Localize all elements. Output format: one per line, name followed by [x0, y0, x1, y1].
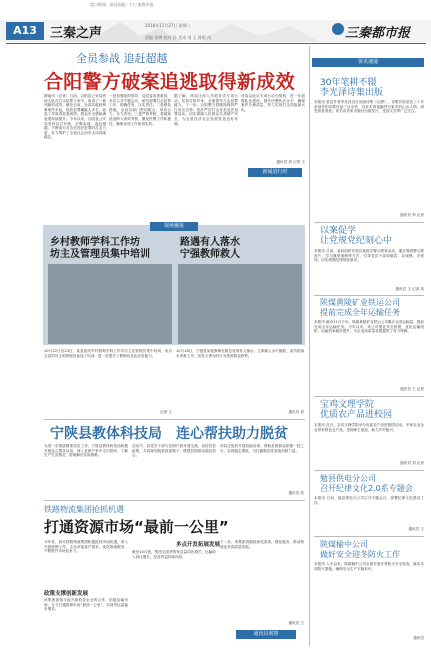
right-item-5-title-1: 勉县供电分公司	[320, 474, 376, 483]
main-headline: 合阳警方破案追逃取得新成效	[44, 71, 295, 93]
middle-body-1: 为进一步推进精准扶贫工作，宁陕县教体科技局积极开展连心帮扶活动，深入贫困户家中走访慰问，了解生产生活情况，帮助解决实际困难。	[44, 444, 128, 458]
bottom-body-3: 截至10月底，集团完成货物发送量同比增长，运输收入同比增长，经营效益持续向好。	[132, 550, 216, 559]
right-item-6-author: 通讯员	[413, 636, 424, 640]
photo-left-author: 记者 王	[160, 410, 172, 414]
photo-right-headline-2: 宁强教师救人	[180, 249, 240, 260]
right-item-1-author: 通讯员 李 记者	[400, 213, 424, 217]
photo-left-headline-1: 乡村教师学科工作坊	[50, 237, 140, 248]
masthead: 三秦都市报	[345, 26, 411, 41]
bottom-body-2: 该集团加强与地方政府及企业的合作，拓展运输市场，全力打通资源市场“最前一公里”，实现货运量稳步增长。	[44, 598, 128, 612]
right-item-5-author: 通讯员 王	[408, 527, 424, 531]
right-item-1-title-2: 李光泽诗集出版	[320, 88, 384, 98]
right-rule-2	[314, 295, 424, 296]
photo-right-author: 通讯员 刘	[288, 410, 304, 414]
middle-body-2: 活动中，局党员干部与贫困户面对面交流，宣传扶贫政策，共同谋划脱贫致富路子，增强贫困群众脱贫信心。	[132, 444, 216, 458]
right-column-divider	[309, 46, 310, 646]
main-body-col4: 该局以此次专项行动为契机，进一步加强队伍建设，提升民警执法水平，确保案件办理质量，努力实现打击效能最大化。	[241, 94, 305, 112]
photo-left-headline-2: 坊主及管理员集中培训	[50, 249, 150, 260]
photo-rescue	[178, 264, 302, 344]
right-item-2-title-2: 让党规党纪刻心中	[320, 236, 393, 246]
main-body-col1: 渭南讯（记者）日前，合阳县公安局刑侦大队在打击犯罪斗争中，取得了一系列新的成效。截至目前，全局共破获刑事案件多起，抓获犯罪嫌疑人多名，追逃工作取得显著成绩，群众安全感和满意度持续提升。今年以来，合阳县公安局坚持以打开路，全警参战，追赶超越，不断加大对各类违法犯罪的打击力度，有力维护了全县社会治安大局持续稳定。	[44, 94, 106, 140]
header-rule	[6, 43, 426, 44]
main-body-col2: 一是加强组织领导，局党委高度重视，多次召开专题会议，研究部署打击犯罪工作，明确任务，压实责任。二是强化措施，全局各部门密切配合，形成合力，全力攻坚。三是严格考核，将破案追逃纳入绩效考核，激发民警工作积极性，确保各项工作取得实效。	[109, 94, 171, 126]
column-tag-news: 新闻进行时	[248, 168, 302, 177]
right-item-2-body: 本报讯 日前，某局组织开展以案促学警示教育活动，通过观看警示教育片、学习典型案例等方式，引导党员干部知敬畏、存戒惧、守底线，切实增强纪律规矩意识。	[314, 249, 424, 263]
right-item-3-author: 通讯员 王 记者	[400, 387, 424, 391]
section-name: 三秦之声	[50, 26, 103, 41]
bottom-body-4: 下一步，该集团将继续深化改革，强化服务，推动物流业务高质量发展。	[220, 540, 304, 549]
right-item-5-title	[320, 474, 413, 494]
bottom-body-1: 今年来，西安铁路物流集团积极抢抓市场机遇，深入开展营销工作，主动对接客户需求，优化物流服务，不断提升市场竞争力。	[44, 540, 128, 554]
right-item-6-body: 本报讯 入冬以来，陕煤榆中公司全面开展冬季防火安全检查，落实各项防火措施，确保安全生产平稳有序。	[314, 562, 424, 571]
bottom-author: 通讯员 王	[288, 621, 304, 625]
column-tag-observe: 通讯员观察	[236, 630, 296, 639]
right-rule-5	[314, 536, 424, 537]
right-item-1-body: 本报讯 富县作者李光泽近日出版诗集《山野》，诗集共收录其三十年来创作的诗歌作品三百余首，以朴实的笔触抒写家乡的山水人情，深受读者喜爱。该书由作家出版社出版发行，受到文学界广泛关注。	[314, 100, 424, 114]
right-item-2-title-1: 以案促学	[320, 226, 357, 236]
middle-right-headline: 连心帮扶助力脱贫	[176, 426, 288, 442]
middle-author: 通讯员 张	[288, 491, 304, 495]
bottom-subhead-2: 多点开发拓展发展	[176, 542, 221, 548]
photo-left-headline	[50, 237, 150, 261]
right-column-bar: 资讯速递	[312, 58, 424, 67]
photo-training	[48, 264, 172, 344]
right-item-2-title	[320, 226, 392, 246]
bottom-kicker: 铁路物流集团抢抓机遇	[44, 505, 124, 514]
right-item-6-title	[320, 540, 400, 560]
top-line: 富川新闻 · 新昆福报 · 扫三秦都市报	[90, 2, 154, 7]
right-rule-1	[314, 222, 424, 223]
right-item-6-title-2: 做好安全迎冬防火工作	[320, 550, 400, 559]
right-item-4-title-2: 优质农产品进校园	[320, 410, 393, 420]
right-item-3-title-1: 陕煤黄陵矿业铁运公司	[320, 298, 400, 307]
main-author: 通讯员 刘 记者 王	[276, 160, 305, 164]
right-item-5-title-2: 召开纪律文化2.0系专题会	[320, 484, 413, 493]
right-item-4-title	[320, 400, 392, 420]
right-item-2-author: 通讯员 王 记者 刘	[395, 287, 424, 291]
right-item-6-title-1: 陕煤榆中公司	[320, 540, 368, 549]
right-item-5-body: 本报讯 日前，勉县供电分公司召开专题会议，部署纪律文化建设工作。	[314, 496, 424, 505]
right-rule-4	[314, 470, 424, 471]
right-item-3-title	[320, 298, 400, 318]
mid-rule-bottom	[44, 500, 305, 501]
page-number: A13	[6, 22, 44, 40]
photo-right-headline	[180, 237, 240, 261]
issue-staff: 责编 张博 校对 孙 美术 刘 王 排版 何	[145, 35, 212, 40]
right-item-4-body: 本报讯 近日，宝鸡文理学院举办优质农产品进校园活动，多家农业企业带来特色农产品，受到师生欢迎，助力乡村振兴。	[314, 423, 424, 432]
photo-section-tag: 现场播报	[150, 222, 198, 231]
right-item-3-title-2: 提前完成全年运输任务	[320, 308, 400, 317]
right-item-4-author: 通讯员 刘 记者	[400, 461, 424, 465]
right-rule-3	[314, 396, 424, 397]
middle-left-headline: 宁陕县教体科技局	[50, 426, 162, 442]
masthead-logo-icon	[332, 23, 344, 35]
right-item-1-title-1: 30年笔耕不辍	[320, 78, 377, 88]
issue-date: 2018年11月27日 星期二	[145, 23, 191, 28]
photo-left-body: 10月22日至23日，某县组织乡村教师学科工作坊坊主及管理员集中培训，来自全县的坊主和管理员参加了培训，进一步提升了教师信息化应用能力。	[44, 349, 172, 358]
main-body-col3: 据了解，该局还深入开展各类专项行动，坚持打防并举，全面提升打击犯罪能力。下一步，合阳警方将继续保持严打高压态势，依法严厉打击各类违法犯罪活动，切实保障人民群众生命财产安全，为全县经济社会发展营造良好环境。	[174, 94, 238, 126]
right-item-3-body: 本报讯 截至11月下旬，陕煤黄陵矿业铁运公司累计完成运输量，提前完成全年运输任务。今年以来，该公司强化安全管理，优化运输组织，运输效率稳步提升，为企业高质量发展提供了有力保障。	[314, 320, 424, 334]
mid-rule-top	[44, 419, 305, 420]
photo-right-headline-1: 路遇有人落水	[180, 237, 240, 248]
right-item-4-title-1: 宝鸡文理学院	[320, 400, 375, 410]
bottom-subhead-1: 政策支撑创新发展	[44, 591, 89, 597]
bottom-headline: 打通资源市场“最前一公里”	[44, 518, 229, 536]
photo-right-body: 10月18日，宁强县某校教师在路边发现有人落水，立即跳入水中施救，成功将落水者救上岸，其见义勇为的行为受到群众称赞。	[176, 349, 304, 358]
main-kicker: 全员参战 追赶超越	[76, 52, 168, 65]
right-item-1-title	[320, 78, 383, 98]
middle-body-3: 该局还组织开展技能培训，帮助贫困群众掌握一技之长，实现稳定增收，为打赢脱贫攻坚战贡献力量。	[220, 444, 304, 453]
